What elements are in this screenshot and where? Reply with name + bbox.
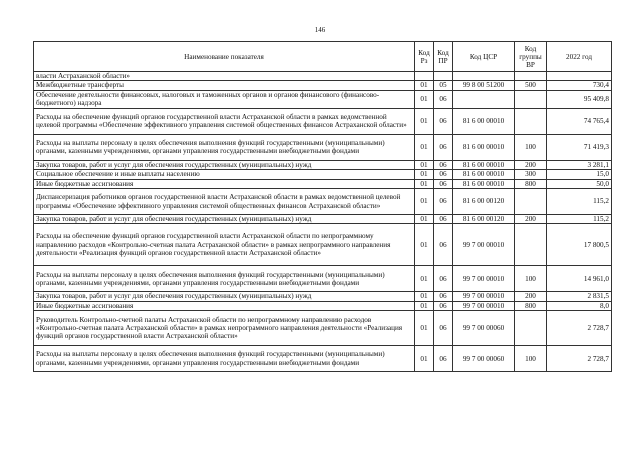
row-name: Закупка товаров, работ и услуг для обеспечения государственных (муниципальных) нужд: [34, 215, 415, 224]
table-row: [34, 189, 612, 215]
row-amount: 115,2: [547, 215, 612, 224]
budget-table: [33, 41, 612, 372]
row-pr: 06: [434, 134, 453, 160]
row-pr: 05: [434, 81, 453, 90]
row-vr: 200: [515, 215, 547, 224]
table-row: [34, 179, 612, 188]
header-rz: Код Рз: [415, 42, 434, 72]
row-pr: 06: [434, 346, 453, 372]
row-csr: 99 7 00 00010: [453, 224, 515, 266]
row-amount: 71 419,3: [547, 134, 612, 160]
row-pr: 06: [434, 179, 453, 188]
table-row: [34, 215, 612, 224]
row-name: Социальное обеспечение и иные выплаты населению: [34, 170, 415, 179]
row-csr: 81 6 00 00120: [453, 215, 515, 224]
row-vr: [515, 224, 547, 266]
row-amount: 115,2: [547, 189, 612, 215]
row-vr: 800: [515, 179, 547, 188]
row-name: Руководитель Контрольно-счетной палаты Астраханской области по непрограммному направлению расходов «Контрольно-счетная палата Астраханской области» в рамках непрограммного направления деятельности «Реализация функций органов государственной власти Астраханской области»: [34, 311, 415, 346]
row-amount: 2 728,7: [547, 346, 612, 372]
row-amount: 730,4: [547, 81, 612, 90]
row-vr: 800: [515, 301, 547, 310]
row-csr: 99 7 00 00010: [453, 266, 515, 292]
row-amount: 2 831,5: [547, 292, 612, 301]
row-rz: 01: [415, 311, 434, 346]
row-vr: 200: [515, 160, 547, 169]
row-csr: 81 6 00 00010: [453, 170, 515, 179]
header-year: 2022 год: [547, 42, 612, 72]
row-csr: 81 6 00 00010: [453, 108, 515, 134]
row-csr: 99 7 00 00010: [453, 301, 515, 310]
row-csr: [453, 90, 515, 108]
row-vr: 300: [515, 170, 547, 179]
row-name: Расходы на обеспечение функций органов государственной власти Астраханской области в рамках ведомственной целевой программы «Обеспечение эффективного управления системой общественных финансов Астраханской области»: [34, 108, 415, 134]
table-row: [34, 160, 612, 169]
row-name: Иные бюджетные ассигнования: [34, 301, 415, 310]
row-vr: [515, 90, 547, 108]
table-row: [34, 108, 612, 134]
row-rz: 01: [415, 134, 434, 160]
table-row: [34, 266, 612, 292]
row-rz: 01: [415, 170, 434, 179]
row-pr: 06: [434, 301, 453, 310]
row-rz: 01: [415, 292, 434, 301]
row-rz: 01: [415, 346, 434, 372]
row-amount: 95 409,8: [547, 90, 612, 108]
row-csr: 81 6 00 00120: [453, 189, 515, 215]
table-row: [34, 72, 612, 81]
row-rz: 01: [415, 301, 434, 310]
table-row: [34, 311, 612, 346]
row-pr: 06: [434, 90, 453, 108]
row-vr: [515, 311, 547, 346]
row-name: Расходы на выплаты персоналу в целях обеспечения выполнения функций государственными (муниципальными) органами, казенными учреждениями, органами управления государственными внебюджетными фондами: [34, 266, 415, 292]
row-csr: 99 8 00 51200: [453, 81, 515, 90]
row-amount: 50,0: [547, 179, 612, 188]
row-vr: 100: [515, 134, 547, 160]
header-name: Наименование показателя: [34, 42, 415, 72]
row-rz: 01: [415, 215, 434, 224]
page-number: 146: [314, 26, 326, 34]
row-vr: 100: [515, 266, 547, 292]
header-pr: Код ПР: [434, 42, 453, 72]
row-vr: [515, 72, 547, 81]
row-name: Закупка товаров, работ и услуг для обеспечения государственных (муниципальных) нужд: [34, 160, 415, 169]
row-name: Диспансеризация работников органов государственной власти Астраханской области в рамках ведомственной целевой программы «Обеспечение эффективного управления системой общественных финансов Астраханской области»: [34, 189, 415, 215]
row-rz: 01: [415, 160, 434, 169]
table-row: [34, 224, 612, 266]
row-amount: 14 961,0: [547, 266, 612, 292]
row-amount: 2 728,7: [547, 311, 612, 346]
row-rz: 01: [415, 108, 434, 134]
row-rz: 01: [415, 90, 434, 108]
row-name: Межбюджетные трансферты: [34, 81, 415, 90]
row-name: Расходы на выплаты персоналу в целях обеспечения выполнения функций государственными (муниципальными) органами, казенными учреждениями, органами управления государственными внебюджетными фондами: [34, 346, 415, 372]
row-pr: 06: [434, 160, 453, 169]
row-amount: [547, 72, 612, 81]
row-pr: 06: [434, 108, 453, 134]
row-csr: 81 6 00 00010: [453, 179, 515, 188]
row-vr: [515, 108, 547, 134]
table-row: [34, 134, 612, 160]
row-pr: 06: [434, 224, 453, 266]
row-rz: 01: [415, 189, 434, 215]
row-pr: 06: [434, 189, 453, 215]
table-row: [34, 81, 612, 90]
row-csr: 81 6 00 00010: [453, 134, 515, 160]
row-vr: 100: [515, 346, 547, 372]
table-row: [34, 170, 612, 179]
row-vr: 500: [515, 81, 547, 90]
row-vr: 200: [515, 292, 547, 301]
row-vr: [515, 189, 547, 215]
table-row: [34, 346, 612, 372]
row-name: Обеспечение деятельности финансовых, налоговых и таможенных органов и органов финансового (финансово-бюджетного) надзора: [34, 90, 415, 108]
row-rz: 01: [415, 266, 434, 292]
table-row: [34, 301, 612, 310]
row-rz: 01: [415, 179, 434, 188]
row-pr: 06: [434, 170, 453, 179]
row-amount: 3 281,1: [547, 160, 612, 169]
row-pr: 06: [434, 266, 453, 292]
row-csr: [453, 72, 515, 81]
row-name: Расходы на обеспечение функций органов государственной власти Астраханской области по непрограммному направлению расходов «Контрольно-счетная палата Астраханской области» в рамках непрограммного направления деятельности «Реализация функций органов государственной власти Астраханской области»: [34, 224, 415, 266]
header-vr: Код группы ВР: [515, 42, 547, 72]
row-rz: 01: [415, 224, 434, 266]
row-pr: 06: [434, 311, 453, 346]
row-amount: 15,0: [547, 170, 612, 179]
row-name: власти Астраханской области»: [34, 72, 415, 81]
table-header-row: [34, 42, 612, 72]
row-amount: 17 800,5: [547, 224, 612, 266]
row-csr: 99 7 00 00060: [453, 311, 515, 346]
row-pr: 06: [434, 215, 453, 224]
row-name: Иные бюджетные ассигнования: [34, 179, 415, 188]
row-pr: [434, 72, 453, 81]
row-pr: 06: [434, 292, 453, 301]
table-row: [34, 292, 612, 301]
row-amount: 74 765,4: [547, 108, 612, 134]
row-rz: [415, 72, 434, 81]
row-name: Закупка товаров, работ и услуг для обеспечения государственных (муниципальных) нужд: [34, 292, 415, 301]
table-row: [34, 90, 612, 108]
row-csr: 99 7 00 00060: [453, 346, 515, 372]
header-csr: Код ЦСР: [453, 42, 515, 72]
row-csr: 99 7 00 00010: [453, 292, 515, 301]
row-csr: 81 6 00 00010: [453, 160, 515, 169]
row-name: Расходы на выплаты персоналу в целях обеспечения выполнения функций государственными (муниципальными) органами, казенными учреждениями, органами управления государственными внебюджетными фондами: [34, 134, 415, 160]
row-rz: 01: [415, 81, 434, 90]
row-amount: 8,0: [547, 301, 612, 310]
